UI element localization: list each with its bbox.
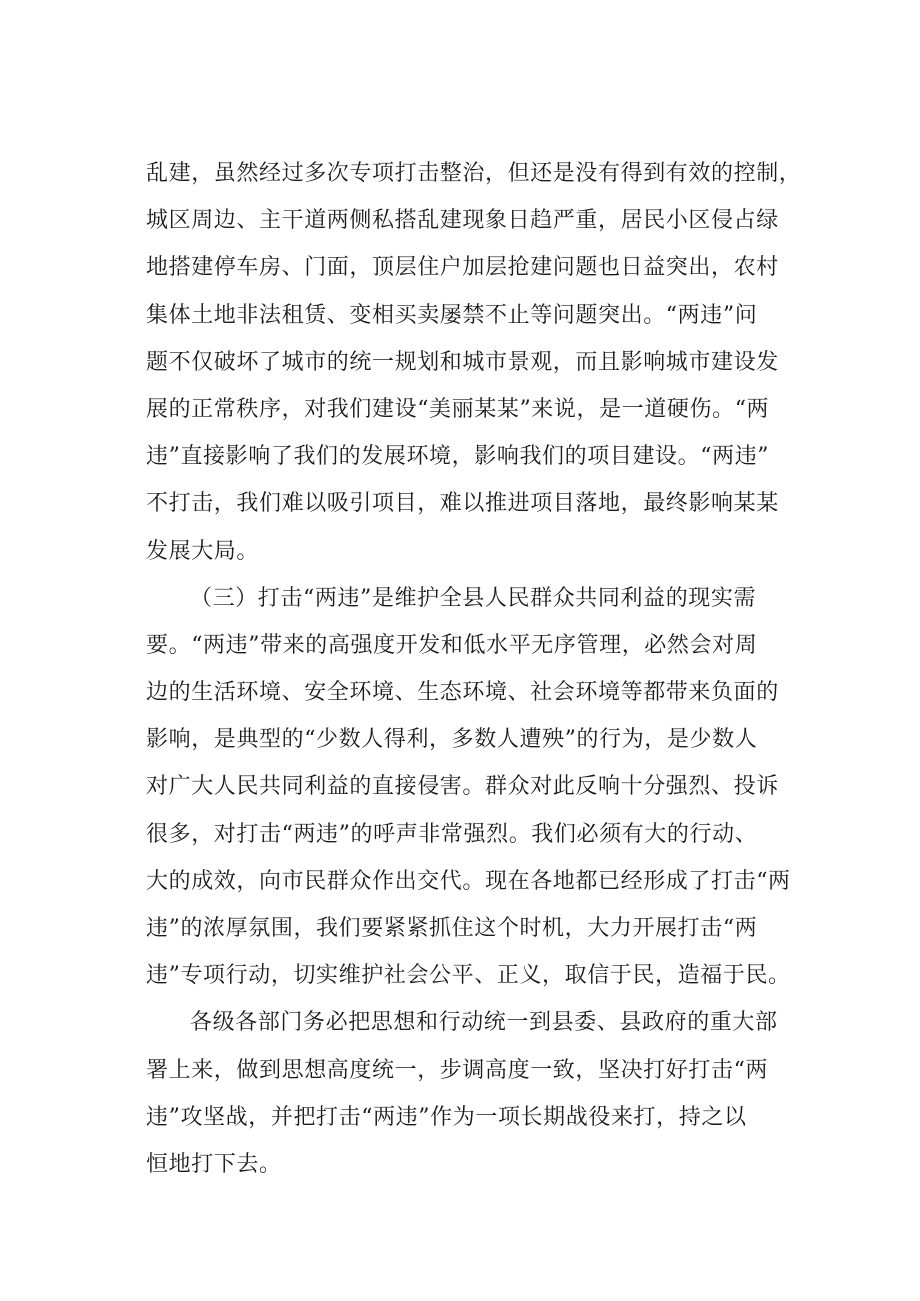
text-line: 要。“两违”带来的高强度开发和低水平无序管理，必然会对周 <box>146 632 758 658</box>
text-line: 影响，是典型的“少数人得利，多数人遭殃”的行为，是少数人 <box>146 727 758 753</box>
text-line: 不打击，我们难以吸引项目，难以推进项目落地，最终影响某某 <box>146 491 779 517</box>
text-line: 违”直接影响了我们的发展环境，影响我们的项目建设。“两违” <box>146 444 770 470</box>
body-text <box>146 150 806 1188</box>
paragraph-start-line: 各级各部门务必把思想和行动统一到县委、县政府的重大部 <box>190 1010 778 1036</box>
section-heading-line: （三）打击“两违”是维护全县人民群众共同利益的现实需 <box>190 585 757 611</box>
text-line: 很多，对打击“两违”的呼声非常强烈。我们必须有大的行动、 <box>146 821 758 847</box>
text-line: 发展大局。 <box>146 538 260 564</box>
text-line: 集体土地非法租赁、变相买卖屡禁不止等问题突出。“两违”问 <box>146 302 758 328</box>
text-line: 署上来，做到思想高度统一，步调高度一致，坚决打好打击“两 <box>146 1057 769 1083</box>
text-line: 违”的浓厚氛围，我们要紧紧抓住这个时机，大力开展打击“两 <box>146 916 758 941</box>
text-line: 边的生活环境、安全环境、生态环境、社会环境等都带来负面的 <box>146 680 779 706</box>
text-line: 对广大人民共同利益的直接侵害。群众对此反响十分强烈、投诉 <box>146 774 779 800</box>
text-line: 展的正常秩序，对我们建设“美丽某某”来说，是一道硬伤。“两 <box>146 396 770 422</box>
text-line: 大的成效，向市民群众作出交代。现在各地都已经形成了打击“两 <box>146 868 791 894</box>
text-line: 地搭建停车房、门面，顶层住户加层抢建问题也日益突出，农村 <box>146 255 779 281</box>
text-line: 题不仅破坏了城市的统一规划和城市景观，而且影响城市建设发 <box>146 349 779 375</box>
text-line: 违”专项行动，切实维护社会公平、正义，取信于民，造福于民。 <box>146 963 791 989</box>
text-line: 乱建，虽然经过多次专项打击整治，但还是没有得到有效的控制， <box>146 161 802 186</box>
text-line: 城区周边、主干道两侧私搭乱建现象日趋严重，居民小区侵占绿 <box>146 208 779 234</box>
text-line: 违”攻坚战，并把打击“两违”作为一项长期战役来打，持之以 <box>146 1104 747 1130</box>
text-line: 恒地打下去。 <box>146 1151 282 1177</box>
